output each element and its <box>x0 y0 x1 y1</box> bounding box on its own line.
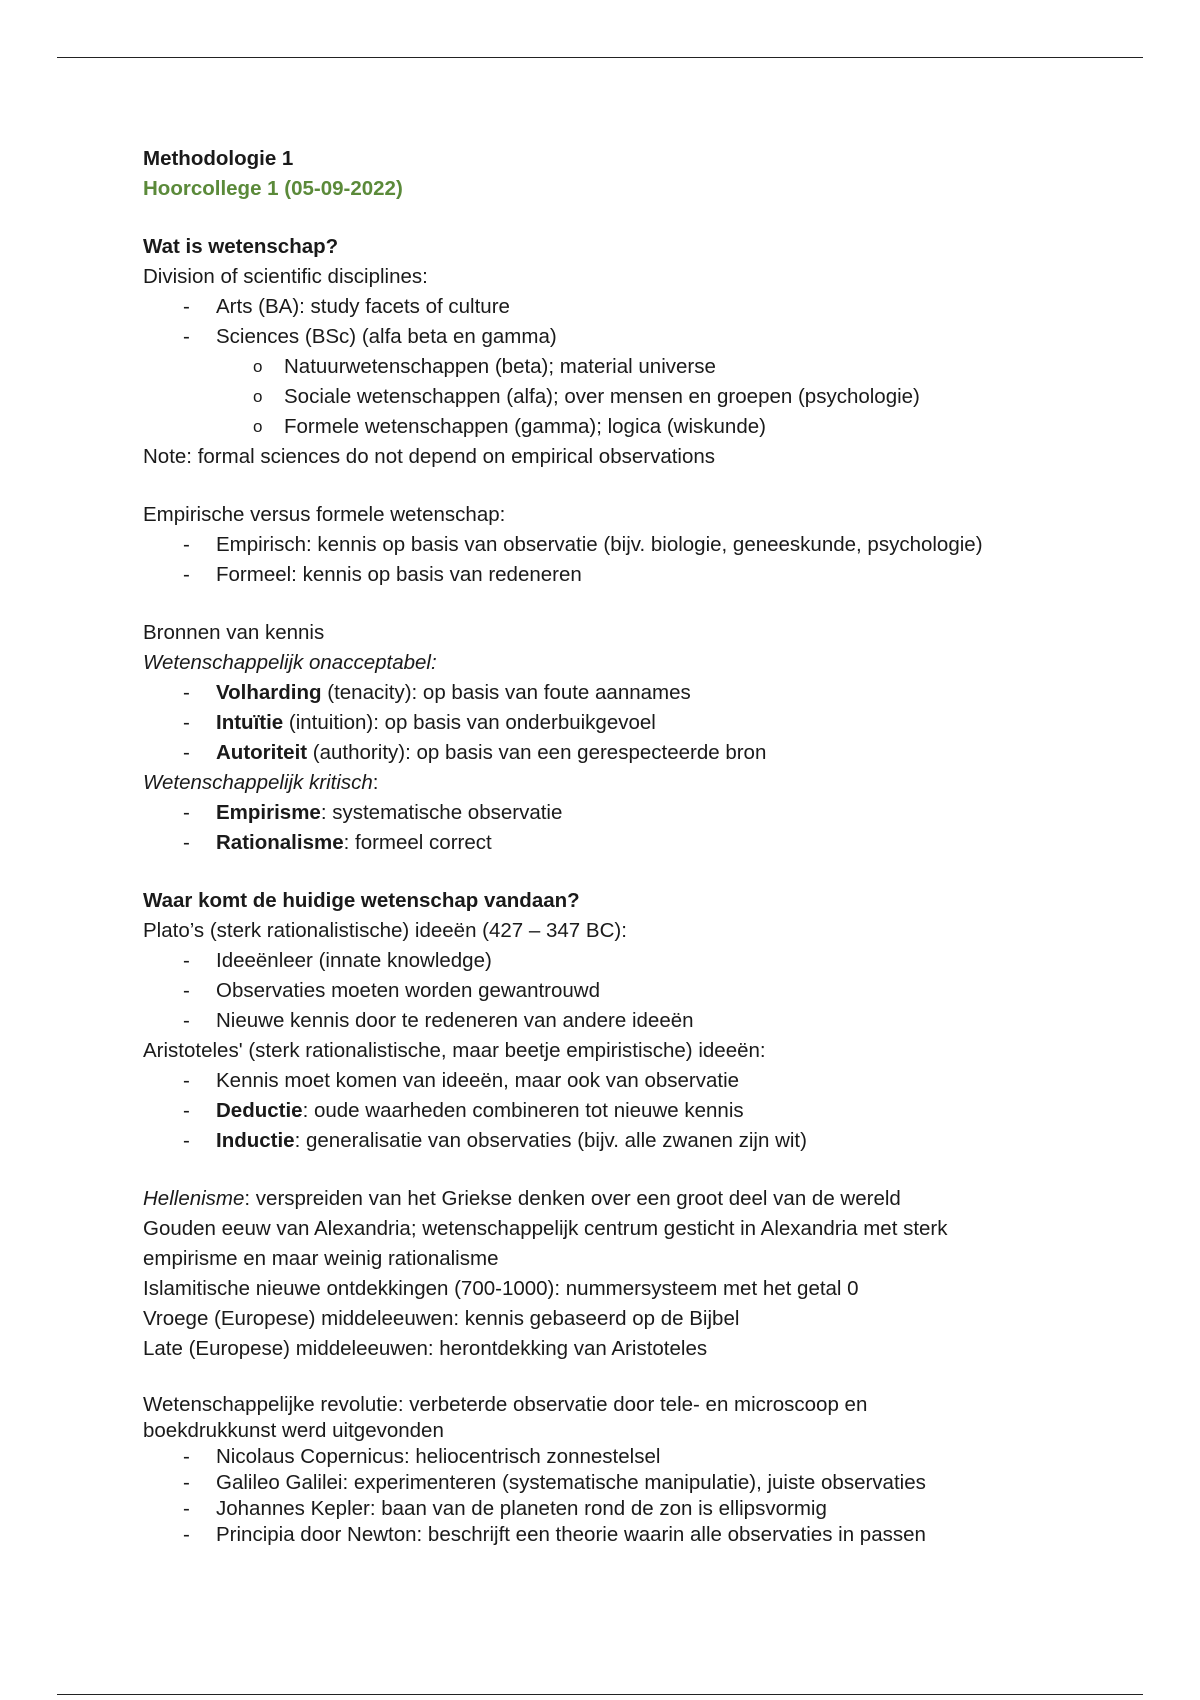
sub-list-item: o Natuurwetenschappen (beta); material universe <box>143 352 1103 382</box>
list-item: - Autoriteit (authority): op basis van een gerespecteerde bron <box>143 738 1103 768</box>
list-item: - Inductie: generalisatie van observaties (bijv. alle zwanen zijn wit) <box>143 1126 1103 1156</box>
dash-bullet: - <box>183 979 190 1002</box>
list-item: - Nicolaus Copernicus: heliocentrisch zonnestelsel <box>183 1445 661 1468</box>
list-item: - Formeel: kennis op basis van redeneren <box>143 560 1103 590</box>
dash-bullet: - <box>183 1069 190 1092</box>
dash-bullet: - <box>183 1497 190 1520</box>
list-item: - Arts (BA): study facets of culture <box>143 292 1103 322</box>
circle-bullet: o <box>253 417 263 436</box>
sublabel: Wetenschappelijk onacceptabel: <box>143 651 437 674</box>
paragraph: boekdrukkunst werd uitgevonden <box>143 1419 444 1442</box>
dash-bullet: - <box>183 711 190 734</box>
paragraph: Note: formal sciences do not depend on empirical observations <box>143 445 716 468</box>
list-item: - Johannes Kepler: baan van de planeten rond de zon is ellipsvormig <box>183 1497 827 1520</box>
sub-list-item: o Formele wetenschappen (gamma); logica (wiskunde) <box>143 412 1103 442</box>
dash-bullet: - <box>183 949 190 972</box>
list-item: - Kennis moet komen van ideeën, maar ook van observatie <box>143 1066 1103 1096</box>
paragraph: Vroege (Europese) middeleeuwen: kennis gebaseerd op de Bijbel <box>143 1307 740 1330</box>
term: Intuïtie <box>216 711 284 734</box>
list-item: - Intuïtie (intuition): op basis van onderbuikgevoel <box>143 708 1103 738</box>
dash-bullet: - <box>183 1445 190 1468</box>
paragraph: Late (Europese) middeleeuwen: herontdekking van Aristoteles <box>143 1337 708 1360</box>
dash-bullet: - <box>183 741 190 764</box>
paragraph: Islamitische nieuwe ontdekkingen (700-1000): nummersysteem met het getal 0 <box>143 1277 859 1300</box>
dash-bullet: - <box>183 563 190 586</box>
paragraph: Empirische versus formele wetenschap: <box>143 503 506 526</box>
dash-bullet: - <box>183 325 190 348</box>
list-item: - Observaties moeten worden gewantrouwd <box>143 976 1103 1006</box>
list-item: - Empirisme: systematische observatie <box>143 798 1103 828</box>
term: Autoriteit <box>216 741 308 764</box>
term: Rationalisme <box>216 831 344 854</box>
paragraph: Hellenisme: verspreiden van het Griekse denken over een groot deel van de wereld <box>143 1187 901 1210</box>
dash-bullet: - <box>183 681 190 704</box>
dash-bullet: - <box>183 831 190 854</box>
paragraph: Wetenschappelijke revolutie: verbeterde observatie door tele- en microscoop en <box>143 1393 868 1416</box>
list-item: - Volharding (tenacity): op basis van foute aannames <box>143 678 1103 708</box>
dash-bullet: - <box>183 1129 190 1152</box>
dash-bullet: - <box>183 533 190 556</box>
dash-bullet: - <box>183 1471 190 1494</box>
lecture-subtitle: Hoorcollege 1 (05-09-2022) <box>143 177 403 200</box>
paragraph: Aristoteles' (sterk rationalistische, maar beetje empiristische) ideeën: <box>143 1039 766 1062</box>
term: Deductie <box>216 1099 303 1122</box>
paragraph: Bronnen van kennis <box>143 621 325 644</box>
dash-bullet: - <box>183 801 190 824</box>
term: Empirisme <box>216 801 321 824</box>
top-rule <box>57 57 1143 58</box>
bottom-rule <box>57 1694 1143 1695</box>
section-heading: Waar komt de huidige wetenschap vandaan? <box>143 889 580 912</box>
list-item: - Sciences (BSc) (alfa beta en gamma) <box>143 322 1103 352</box>
list-item: - Galileo Galilei: experimenteren (systematische manipulatie), juiste observaties <box>183 1471 926 1494</box>
paragraph: Gouden eeuw van Alexandria; wetenschappelijk centrum gesticht in Alexandria met sterk <box>143 1217 948 1240</box>
list-item: - Deductie: oude waarheden combineren tot nieuwe kennis <box>143 1096 1103 1126</box>
list-item: - Ideeënleer (innate knowledge) <box>143 946 1103 976</box>
dash-bullet: - <box>183 1009 190 1032</box>
list-item: - Nieuwe kennis door te redeneren van andere ideeën <box>143 1006 1103 1036</box>
paragraph: empirisme en maar weinig rationalisme <box>143 1247 499 1270</box>
list-item: - Rationalisme: formeel correct <box>143 828 1103 858</box>
sub-list-item: o Sociale wetenschappen (alfa); over mensen en groepen (psychologie) <box>143 382 1103 412</box>
circle-bullet: o <box>253 357 263 376</box>
term: Inductie <box>216 1129 295 1152</box>
list-item: - Principia door Newton: beschrijft een theorie waarin alle observaties in passen <box>183 1523 926 1546</box>
dash-bullet: - <box>183 1523 190 1546</box>
sublabel: Wetenschappelijk kritisch: <box>143 771 379 794</box>
circle-bullet: o <box>253 387 263 406</box>
term: Hellenisme <box>143 1187 245 1210</box>
dash-bullet: - <box>183 1099 190 1122</box>
paragraph: Division of scientific disciplines: <box>143 265 428 288</box>
document-page <box>143 144 1103 1548</box>
section-heading: Wat is wetenschap? <box>143 235 339 258</box>
list-item: - Empirisch: kennis op basis van observatie (bijv. biologie, geneeskunde, psychologie) <box>143 530 1103 560</box>
term: Volharding <box>216 681 322 704</box>
dash-bullet: - <box>183 295 190 318</box>
course-title: Methodologie 1 <box>143 147 294 170</box>
paragraph: Plato’s (sterk rationalistische) ideeën (427 – 347 BC): <box>143 919 627 942</box>
